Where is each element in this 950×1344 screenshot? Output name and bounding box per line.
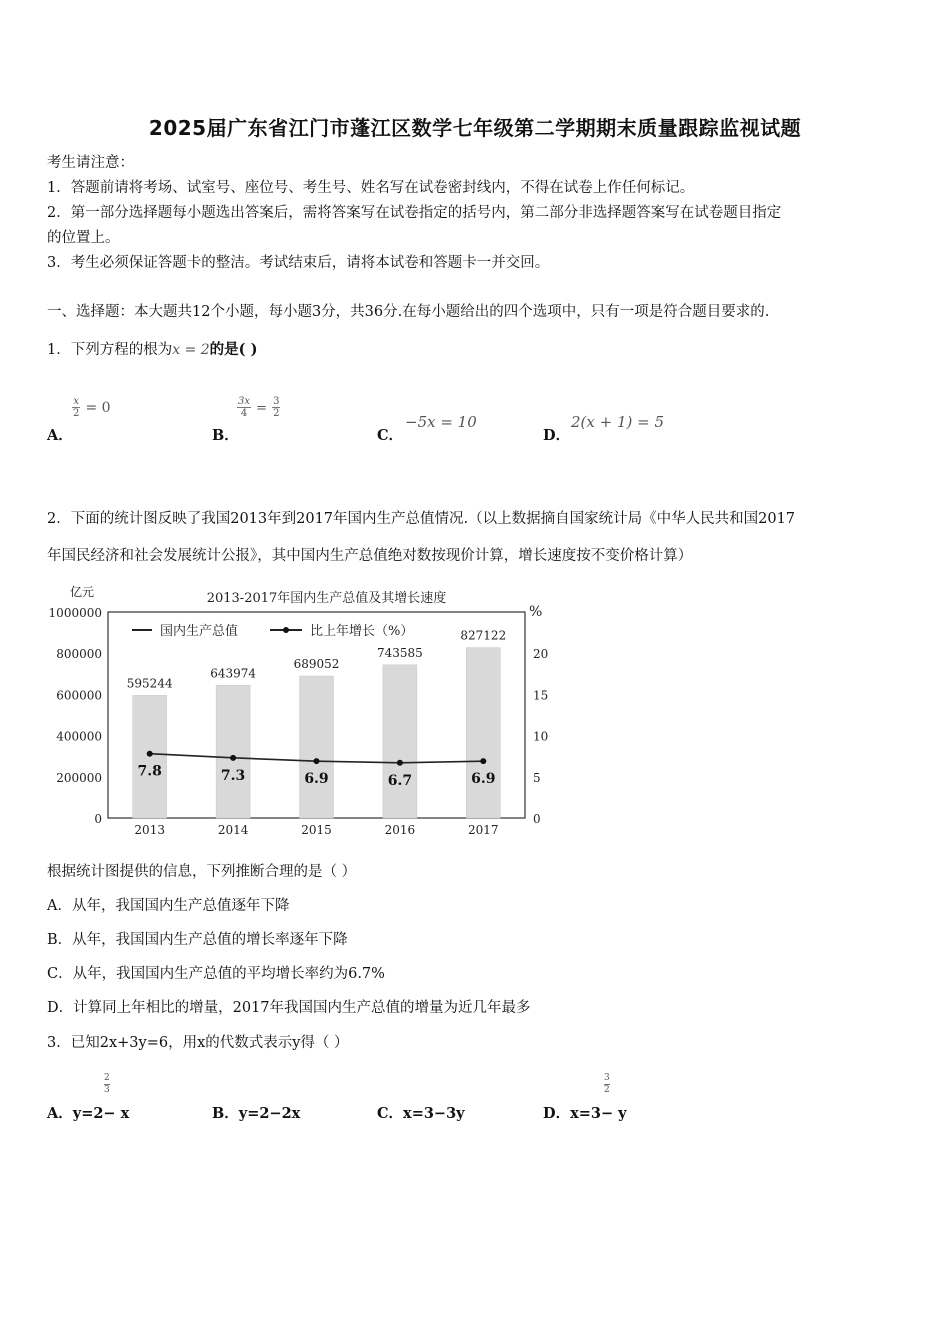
chart-x-tick-label: 2015 bbox=[301, 823, 332, 837]
q2-option-d[interactable]: D．计算同上年相比的增量，2017年我国国内生产总值的增量为近几年最多 bbox=[47, 1000, 531, 1016]
chart-left-tick-label: 600000 bbox=[56, 688, 102, 703]
chart-right-tick-label: 0 bbox=[533, 812, 541, 826]
q1-option-a-math: $\frac{x}{2}$ = 0 bbox=[73, 396, 111, 419]
q2-option-a[interactable]: A．从年，我国国内生产总值逐年下降 bbox=[47, 898, 290, 914]
question-1-suffix: 的是( ) bbox=[209, 341, 258, 358]
chart-x-tick-label: 2016 bbox=[384, 823, 416, 837]
q2-option-c[interactable]: C．从年，我国国内生产总值的平均增长率约为6.7% bbox=[47, 966, 385, 982]
page-title: 2025届广东省江门市蓬江区数学七年级第二学期期末质量跟踪监视试题 bbox=[148, 116, 802, 140]
question-1-prefix: 1．下列方程的根为 bbox=[47, 342, 173, 358]
chart-title: 2013-2017年国内生产总值及其增长速度 bbox=[206, 591, 447, 606]
chart-growth-label: 6.9 bbox=[304, 771, 329, 788]
gdp-chart bbox=[40, 580, 560, 840]
notice-item-1: 1．答题前请将考场、试室号、座位号、考生号、姓名写在试卷密封线内，不得在试卷上作任何标记。 bbox=[47, 180, 695, 196]
chart-x-tick-label: 2014 bbox=[217, 823, 249, 837]
chart-left-tick-label: 1000000 bbox=[48, 606, 102, 620]
section-heading: 一、选择题：本大题共12个小题，每小题3分，共36分.在每小题给出的四个选项中，只有一项是符合题目要求的. bbox=[47, 304, 770, 320]
q1-option-d-math: 2(x + 1) = 5 bbox=[571, 413, 665, 431]
chart-left-tick-label: 800000 bbox=[56, 647, 102, 662]
chart-growth-point bbox=[230, 755, 236, 761]
chart-bar bbox=[300, 676, 334, 818]
notice-item-2-cont: 的位置上。 bbox=[47, 230, 120, 246]
q1-option-d-label[interactable]: D． bbox=[543, 427, 571, 444]
question-1-stem bbox=[47, 340, 257, 360]
chart-legend-bar-label: 国内生产总值 bbox=[160, 624, 239, 639]
chart-growth-label: 7.8 bbox=[137, 763, 162, 780]
chart-left-tick-label: 0 bbox=[94, 812, 102, 826]
chart-growth-point bbox=[480, 758, 486, 764]
chart-right-axis-unit: % bbox=[529, 604, 543, 620]
chart-left-axis-unit: 亿元 bbox=[70, 585, 95, 599]
chart-growth-point bbox=[147, 751, 153, 757]
q1-option-b-label[interactable]: B． bbox=[212, 427, 239, 444]
q1-option-a-label[interactable]: A． bbox=[47, 427, 73, 444]
q1-option-c-label[interactable]: C． bbox=[377, 427, 404, 444]
chart-bar-value-label: 595244 bbox=[126, 676, 173, 691]
q3-option-a[interactable]: A．y=2− x bbox=[47, 1105, 130, 1122]
chart-bar-value-label: 689052 bbox=[293, 657, 340, 672]
question-2-line-2: 年国民经济和社会发展统计公报》，其中国内生产总值绝对数按现价计算，增长速度按不变价格计算） bbox=[47, 548, 693, 564]
q3-option-b[interactable]: B．y=2−2x bbox=[212, 1105, 301, 1122]
chart-bar bbox=[216, 685, 250, 818]
question-2-question: 根据统计图提供的信息，下列推断合理的是（ ） bbox=[47, 864, 357, 880]
q1-option-c-math: −5x = 10 bbox=[405, 413, 477, 431]
question-2-line-1: 2．下面的统计图反映了我国2013年到2017年国内生产总值情况.（以上数据摘自国家统计局《中华人民共和国2017 bbox=[47, 511, 796, 527]
chart-legend-line-label: 比上年增长（%） bbox=[310, 624, 414, 639]
chart-bar-value-label: 827122 bbox=[460, 628, 507, 643]
chart-legend-line-marker bbox=[283, 627, 289, 633]
chart-bar-value-label: 743585 bbox=[376, 645, 423, 660]
chart-bar bbox=[466, 648, 500, 818]
q3-option-a-fraction: 2 3 bbox=[104, 1073, 110, 1095]
chart-x-tick-label: 2013 bbox=[134, 823, 165, 837]
chart-growth-label: 6.9 bbox=[471, 771, 496, 788]
chart-left-tick-label: 200000 bbox=[56, 770, 102, 785]
chart-bar bbox=[383, 665, 417, 818]
chart-left-tick-label: 400000 bbox=[56, 729, 102, 744]
chart-growth-point bbox=[397, 760, 403, 766]
question-1-math: x = 2 bbox=[172, 342, 210, 358]
chart-growth-point bbox=[314, 758, 320, 764]
chart-right-tick-label: 10 bbox=[533, 729, 549, 744]
notice-heading: 考生请注意： bbox=[47, 155, 134, 171]
notice-item-2: 2．第一部分选择题每小题选出答案后，需将答案写在试卷指定的括号内，第二部分非选择题答案写在试卷题目指定 bbox=[47, 205, 782, 221]
chart-right-tick-label: 15 bbox=[533, 688, 549, 703]
q3-option-c[interactable]: C．x=3−3y bbox=[377, 1105, 465, 1122]
q3-option-d-fraction: 3 2 bbox=[604, 1073, 610, 1095]
q3-option-d[interactable]: D．x=3− y bbox=[543, 1105, 627, 1122]
notice-item-3: 3．考生必须保证答题卡的整洁。考试结束后，请将本试卷和答题卡一并交回。 bbox=[47, 255, 550, 271]
chart-bar-value-label: 643974 bbox=[210, 666, 257, 681]
q2-option-b[interactable]: B．从年，我国国内生产总值的增长率逐年下降 bbox=[47, 932, 348, 948]
q1-option-b-math: $\frac{3x}{4}$ = $\frac{3}{2}$ bbox=[238, 396, 280, 419]
chart-growth-label: 6.7 bbox=[387, 772, 413, 789]
question-3-stem: 3．已知2x+3y=6，用x的代数式表示y得（ ） bbox=[47, 1035, 349, 1051]
chart-right-tick-label: 5 bbox=[533, 770, 541, 785]
chart-right-tick-label: 20 bbox=[533, 647, 549, 662]
chart-growth-label: 7.3 bbox=[220, 767, 246, 784]
chart-x-tick-label: 2017 bbox=[468, 823, 499, 837]
